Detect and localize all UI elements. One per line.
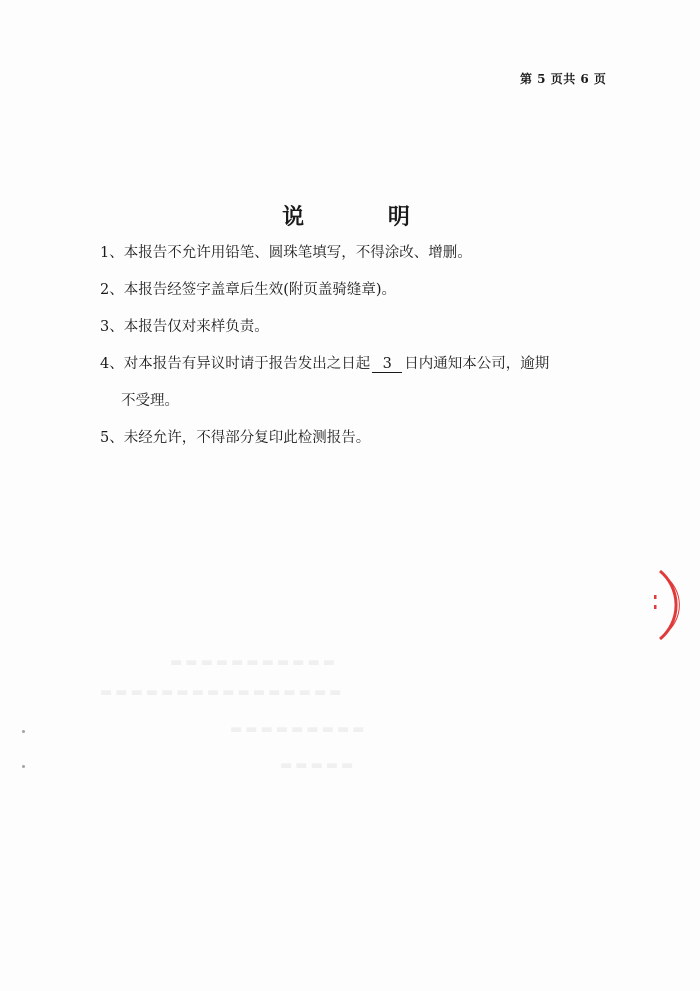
note-text: 日内通知本公司，逾期 (404, 356, 550, 372)
note-item-5 (100, 428, 600, 448)
note-text: 未经允许，不得部分复印此检测报告。 (123, 430, 371, 446)
bleed-through-text: ▬▬▬▬▬▬▬▬▬▬▬ (170, 655, 339, 670)
bleed-through-text: ▬▬▬▬▬▬▬▬▬ (230, 722, 368, 737)
note-item-2 (100, 280, 600, 300)
note-text: 本报告不允许用铅笔、圆珠笔填写，不得涂改、增删。 (123, 245, 472, 261)
note-text: 本报告仅对来样负责。 (123, 319, 269, 335)
binding-hole (22, 765, 25, 768)
seal-stamp (652, 565, 700, 645)
note-number: 1、 (100, 245, 124, 261)
note-number: 5、 (100, 430, 124, 446)
note-text: 本报告经签字盖章后生效(附页盖骑缝章)。 (123, 282, 397, 298)
bleed-through-text: ▬▬▬▬▬▬▬▬▬▬▬▬▬▬▬▬ (100, 685, 345, 700)
note-item-4 (100, 354, 600, 411)
notes-list (100, 243, 600, 465)
note-item-3 (100, 317, 600, 337)
note-item-1 (100, 243, 600, 263)
days-fill-in: 3 (372, 356, 402, 373)
page-number: 第 5 页共 6 页 (520, 72, 607, 86)
note-continuation: 不受理。 (121, 393, 179, 409)
note-text: 对本报告有异议时请于报告发出之日起 (123, 356, 371, 372)
note-number: 4、 (100, 356, 124, 372)
bleed-through-text: ▬▬▬▬▬ (280, 758, 357, 773)
page-title: 说 明 (282, 204, 448, 230)
binding-hole (22, 730, 25, 733)
note-number: 3、 (100, 319, 124, 335)
note-number: 2、 (100, 282, 124, 298)
